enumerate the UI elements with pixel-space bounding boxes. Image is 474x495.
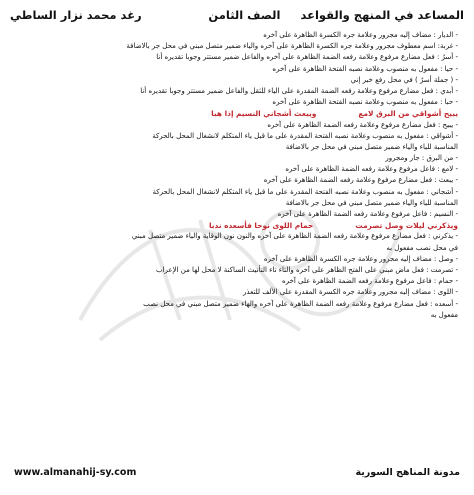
parsing-line: - غربة: اسم معطوف مجرور وعلامة جره الكسرة الظاهرة على آخره والياء ضمير متصل مبني في محل جر بالاضافة (126, 42, 458, 51)
lesson-body (14, 30, 458, 321)
parsing-line: مفعول به (430, 310, 458, 319)
parsing-line: - يبيح : فعل مضارع مرفوع وعلامة رفعه الضمة الظاهرة على آخره (267, 120, 458, 129)
parsing-line: المناسبة للياء والياء ضمير متصل مبني في محل جر بالاضافة (285, 142, 458, 151)
blog-name: مدونة المناهج السورية (355, 466, 460, 478)
document-title: المساعد في المنهج والقواعد (300, 8, 464, 22)
parsing-line: في محل نصب مفعول به (386, 243, 458, 252)
verse-first-hemistich: يبيح أشواقي من البرق لامع (358, 109, 458, 119)
verse-heading (14, 108, 458, 119)
header-title-group (208, 8, 464, 22)
parsing-line: - وصل : مضاف إليه مجرور وعلامة جره الكسرة الظاهرة على آخره (263, 254, 458, 263)
parsing-line: - أشجاني : مفعول به منصوب وعلامة نصبه الفتحة المقدرة على ما قبل ياء المتكلم لانشغال المحل بالحركة (152, 187, 458, 196)
parsing-line: - حيا : مفعول به منصوب وعلامة نصبه الفتحة الظاهرة على آخره (272, 64, 458, 73)
author-name: رغد محمد نزار الساطي (10, 8, 142, 22)
parsing-line: - أشواقي : مفعول به منصوب وعلامة نصبه الفتحة المقدرة على ما قبل ياء المتكلم لانشغال المحل بالحركة (152, 131, 458, 140)
parsing-line: - أبدي : فعل مضارع مرفوع وعلامة رفعه الضمة المقدرة على الياء للثقل والفاعل ضمير مستتر وجوبا تقديره أنا (140, 86, 458, 95)
parsing-line: - من البرق : جار ومجرور (385, 154, 458, 163)
parsing-line: - أسرٌ : فعل مضارع مرفوع وعلامة رفعه الضمة الظاهرة على آخره والفاعل ضمير مستتر وجوبا تقديره أنا (156, 53, 458, 62)
verse-heading (14, 220, 458, 231)
verse-second-hemistich: حمام اللوى نوحا فأسعده ندبا (208, 221, 314, 231)
parsing-line: - تصرمت : فعل ماض مبني على الفتح الظاهر على آخره والتاء تاء التأنيث الساكنة لا محل لها من الإعراب (156, 265, 458, 274)
verse-second-hemistich: ويبعث أشجاني النسيم إذا هبا (211, 109, 317, 119)
grade-label: الصف الثامن (208, 8, 281, 22)
parsing-line: - حمام : فاعل مرفوع وعلامة رفعه الضمة الظاهرة على آخره (281, 277, 458, 286)
website-url[interactable]: www.almanahij-sy.com (14, 466, 137, 478)
parsing-line: - يذكرني : فعل مضارع مرفوع وعلامة رفعه الضمة الظاهرة على آخره والنون نون الوقاية والياء ضمير متصل مبني (131, 232, 458, 241)
parsing-line: - النسيم : فاعل مرفوع وعلامة رفعه الضمة الظاهرة على آخره (277, 210, 458, 218)
parsing-line: - يبعث : فعل مضارع مرفوع وعلامة رفعه الضمة الظاهرة على آخره (263, 176, 458, 185)
parsing-line: - اللوى : مضاف إليه مجرور وعلامة جره الكسرة المقدرة على الألف للتعذر (243, 288, 458, 297)
parsing-line: - الديار : مضاف إليه مجرور وعلامة جره الكسرة الظاهرة على آخره (263, 31, 458, 39)
parsing-line: - حبا : مفعول به منصوب وعلامة نصبه الفتحة الظاهرة على آخره (272, 98, 458, 107)
parsing-line: - أسعده : فعل مضارع مرفوع وعلامة رفعه الضمة الظاهرة على آخره والهاء ضمير متصل مبني في محل نصب (143, 299, 458, 308)
verse-first-hemistich: ويذكرني ليلات وصل تصرمت (355, 221, 458, 231)
parsing-line: - ( جملة أسرٌ ) في محل رفع خبر إني (350, 75, 458, 84)
page-header (10, 6, 464, 24)
parsing-line: - لامع : فاعل مرفوع وعلامة رفعه الضمة الظاهرة على آخره (285, 165, 458, 174)
parsing-line: المناسبة للياء والياء ضمير متصل مبني في محل جر بالاضافة (285, 198, 458, 207)
page-footer (14, 465, 460, 479)
